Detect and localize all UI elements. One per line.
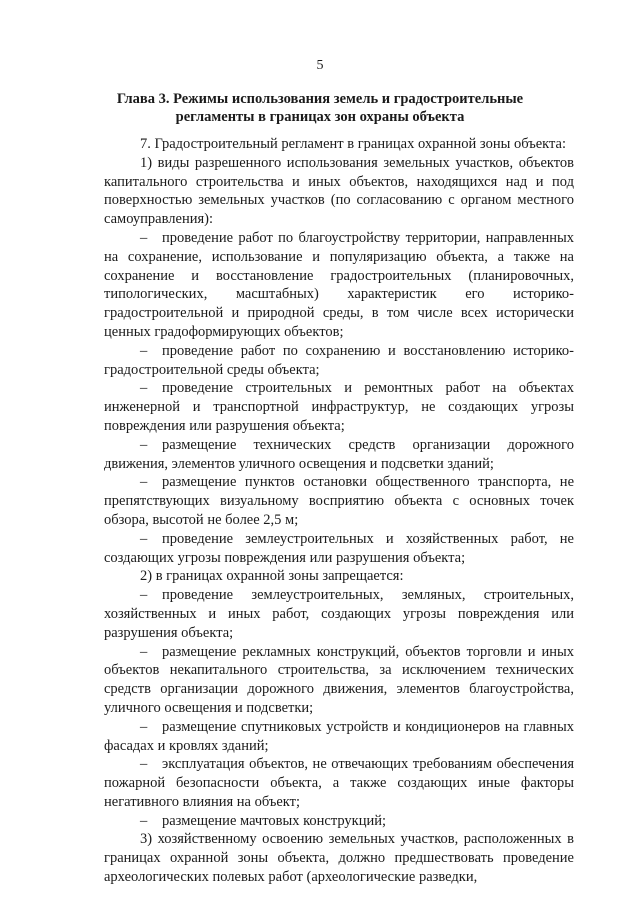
- paragraph-item-3: 3) хозяйственному освоению земельных участков, расположенных в границах охранной зоны объекта, должно предшествовать проведение археологических полевых работ (археологические разведки,: [104, 831, 574, 886]
- bullet-text: эксплуатация объектов, не отвечающих требованиям обеспечения пожарной безопасности объекта, а также создающих иные факторы негативного влияния на объект;: [104, 756, 574, 810]
- dash-marker: –: [140, 342, 148, 359]
- dash-marker: –: [140, 718, 148, 735]
- paragraph-item-1: 1) виды разрешенного использования земельных участков, объектов капитального строительства и иных объектов, находящихся над и под поверхностью земельных участков (по согласованию с органом местного самоуправления):: [104, 154, 574, 228]
- paragraph-item-2: 2) в границах охранной зоны запрещается:: [140, 568, 404, 585]
- dash-marker: –: [140, 530, 148, 547]
- bullet-text: проведение работ по благоустройству территории, направленных на сохранение, использование и популяризацию объекта, а также на сохранение и восстановление градостроительных (планировочных, типологических, масштабных) характеристик его историко-градостроительной и природной среды, в том числе всех исторически ценных градоформирующих объектов;: [104, 229, 574, 340]
- bullet-paragraph: [104, 530, 574, 568]
- dash-marker: –: [140, 587, 148, 604]
- bullet-paragraph: [104, 379, 574, 435]
- dash-marker: –: [140, 643, 148, 660]
- bullet-paragraph: [104, 718, 574, 756]
- bullet-text: размещение рекламных конструкций, объектов торговли и иных объектов некапитального строительства, за исключением технических средств организации дорожного движения, элементов благоустройства, уличного освещения и подсветки;: [104, 643, 574, 716]
- bullet-text: проведение землеустроительных и хозяйственных работ, не создающих угрозы повреждения или разрушения объекта;: [104, 530, 574, 566]
- body-text: [104, 135, 574, 887]
- dash-marker: –: [140, 380, 148, 397]
- bullet-paragraph: [104, 643, 574, 718]
- bullet-paragraph: [104, 586, 574, 642]
- bullet-text: размещение спутниковых устройств и кондиционеров на главных фасадах и кровлях зданий;: [104, 718, 574, 754]
- bullet-text: размещение технических средств организации дорожного движения, элементов уличного освещения и подсветки зданий;: [104, 436, 574, 472]
- chapter-title-line-2: регламенты в границах зон охраны объекта: [175, 109, 465, 125]
- chapter-title: [100, 90, 540, 126]
- paragraph-section-7: 7. Градостроительный регламент в границах охранной зоны объекта:: [140, 136, 566, 152]
- dash-marker: –: [140, 474, 148, 491]
- bullet-paragraph: [104, 755, 574, 811]
- dash-marker: –: [140, 436, 148, 453]
- bullet-paragraph: [104, 342, 574, 380]
- bullet-paragraph: [104, 473, 574, 529]
- bullet-text: проведение строительных и ремонтных работ на объектах инженерной и транспортной инфраструктур, не создающих угрозы повреждения или разрушения объекта;: [104, 380, 574, 434]
- bullet-text: проведение работ по сохранению и восстановлению историко-градостроительной среды объекта;: [104, 342, 574, 378]
- bullet-paragraph: [104, 229, 574, 342]
- dash-marker: –: [140, 812, 148, 829]
- dash-marker: –: [140, 756, 148, 773]
- page-number: 5: [316, 58, 324, 73]
- chapter-title-line-1: Глава 3. Режимы использования земель и градостроительные: [116, 91, 524, 107]
- bullet-paragraph: [104, 812, 574, 831]
- bullet-text: размещение пунктов остановки общественного транспорта, не препятствующих визуальному восприятию объекта с основных точек обзора, высотой не более 2,5 м;: [104, 474, 574, 528]
- bullet-text: проведение землеустроительных, земляных, строительных, хозяйственных и иных работ, создающих угрозы повреждения или разрушения объекта;: [104, 587, 574, 641]
- bullet-text: размещение мачтовых конструкций;: [162, 812, 387, 829]
- dash-marker: –: [140, 229, 148, 246]
- bullet-paragraph: [104, 436, 574, 474]
